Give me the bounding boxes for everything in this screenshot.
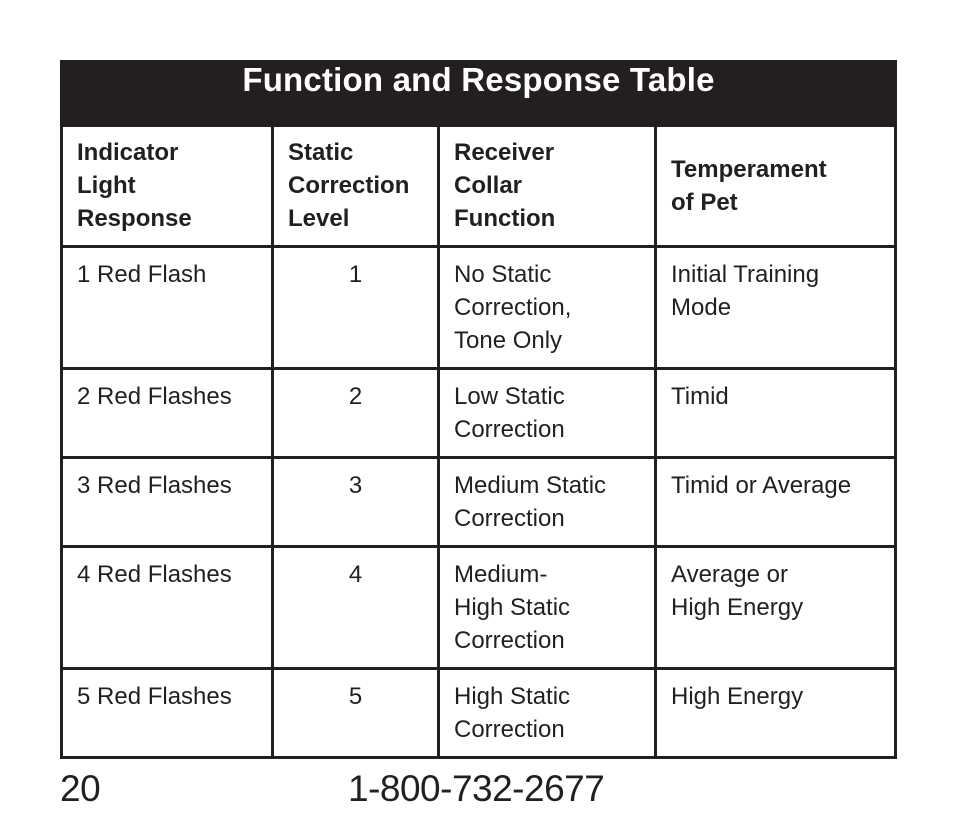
function-response-table bbox=[60, 60, 897, 759]
cell-level: 2 bbox=[273, 369, 439, 458]
cell-indicator: 1 Red Flash bbox=[62, 247, 273, 369]
cell-function: High Static Correction bbox=[439, 669, 656, 758]
table-row bbox=[62, 247, 896, 369]
function-response-table-container bbox=[60, 60, 894, 759]
cell-level: 1 bbox=[273, 247, 439, 369]
table-row bbox=[62, 669, 896, 758]
cell-level: 3 bbox=[273, 458, 439, 547]
cell-temperament: Average or High Energy bbox=[656, 547, 896, 669]
cell-temperament: High Energy bbox=[656, 669, 896, 758]
cell-temperament: Timid bbox=[656, 369, 896, 458]
phone-number: 1-800-732-2677 bbox=[348, 768, 605, 809]
cell-temperament: Timid or Average bbox=[656, 458, 896, 547]
cell-function: Low Static Correction bbox=[439, 369, 656, 458]
cell-indicator: 5 Red Flashes bbox=[62, 669, 273, 758]
cell-indicator: 2 Red Flashes bbox=[62, 369, 273, 458]
table-row bbox=[62, 458, 896, 547]
page-number: 20 bbox=[60, 768, 101, 809]
cell-level: 4 bbox=[273, 547, 439, 669]
cell-level: 5 bbox=[273, 669, 439, 758]
table-row bbox=[62, 369, 896, 458]
cell-function: Medium Static Correction bbox=[439, 458, 656, 547]
table-header-row bbox=[62, 126, 896, 247]
cell-indicator: 4 Red Flashes bbox=[62, 547, 273, 669]
header-static-correction-level: Static Correction Level bbox=[273, 126, 439, 247]
table-row bbox=[62, 547, 896, 669]
header-temperament-of-pet: Temperament of Pet bbox=[656, 126, 896, 247]
table-title-row bbox=[62, 62, 896, 126]
cell-indicator: 3 Red Flashes bbox=[62, 458, 273, 547]
cell-temperament: Initial Training Mode bbox=[656, 247, 896, 369]
table-title: Function and Response Table bbox=[62, 62, 896, 126]
cell-function: Medium- High Static Correction bbox=[439, 547, 656, 669]
cell-function: No Static Correction, Tone Only bbox=[439, 247, 656, 369]
header-receiver-collar-function: Receiver Collar Function bbox=[439, 126, 656, 247]
header-indicator-light-response: Indicator Light Response bbox=[62, 126, 273, 247]
